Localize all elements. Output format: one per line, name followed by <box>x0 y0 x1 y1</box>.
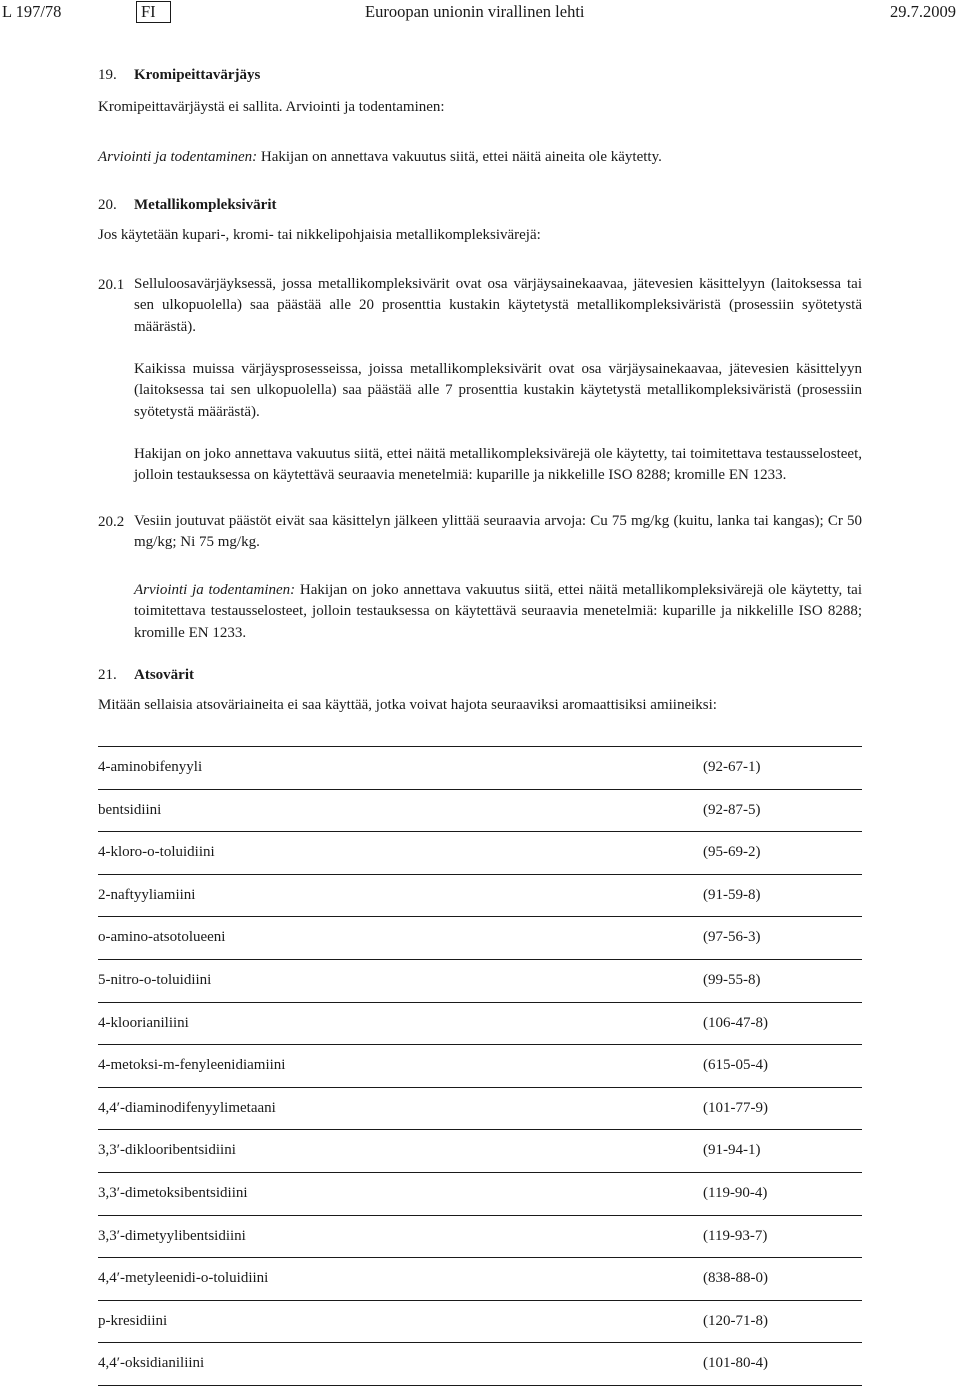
cas-number: (120-71-8) <box>703 1312 768 1329</box>
cas-number: (615-05-4) <box>703 1057 768 1074</box>
subsection-20-2-number: 20.2 <box>98 514 125 530</box>
page-reference: L 197/78 <box>2 2 62 21</box>
cas-number: (101-77-9) <box>703 1099 768 1116</box>
section-19-text: Kromipeittavärjäystä ei sallita. Arviointi ja todentaminen: <box>98 99 445 115</box>
assessment-label: Arviointi ja todentaminen: <box>134 582 296 598</box>
subsection-20-2-text: Vesiin joutuvat päästöt eivät saa käsittelyn jälkeen ylittää seuraavia arvoja: Cu 75 mg/kg (kuitu, lanka tai kangas); Cr 50 mg/kg; Ni 75 mg/kg. <box>134 513 862 551</box>
section-20-intro: Jos käytetään kupari-, kromi- tai nikkelipohjaisia metallikompleksivärejä: <box>98 227 541 243</box>
section-19-number: 19. <box>98 67 117 83</box>
amine-name: p-kresidiini <box>98 1312 168 1329</box>
section-21-intro: Mitään sellaisia atsoväriaineita ei saa käyttää, jotka voivat hajota seuraaviksi aromaattisiksi amiineiksi: <box>98 697 717 713</box>
section-20-title: Metallikompleksivärit <box>134 197 277 213</box>
page-header <box>0 2 960 26</box>
amine-name: 3,3′-diklooribentsidiini <box>98 1142 236 1159</box>
subsection-20-1-text-2: Kaikissa muissa värjäysprosesseissa, joissa metallikompleksivärit ovat osa värjäysainekaavaa, jätevesien käsittelyyn (laitoksessa tai sen ulkopuolella) saa päästää alle 7 prosenttia kustakin käytetystä metallikompleksiväristä (prosessiin syötetystä määrästä). <box>134 361 862 420</box>
publication-date: 29.7.2009 <box>890 2 956 21</box>
section-19-title: Kromipeittavärjäys <box>134 67 261 83</box>
table-row <box>98 1258 862 1301</box>
table-row <box>98 790 862 833</box>
table-row <box>98 960 862 1003</box>
cas-number: (91-59-8) <box>703 886 761 903</box>
amine-name: 4-kloorianiliini <box>98 1014 189 1031</box>
table-row <box>98 1173 862 1216</box>
table-row <box>98 1301 862 1344</box>
table-row <box>98 832 862 875</box>
amine-name: bentsidiini <box>98 801 162 818</box>
section-19-assessment <box>98 148 662 167</box>
amine-name: 3,3′-dimetyylibentsidiini <box>98 1227 246 1244</box>
amine-name: 4-kloro-o-toluidiini <box>98 844 215 861</box>
amine-name: 5-nitro-o-toluidiini <box>98 971 212 988</box>
assessment-label: Arviointi ja todentaminen: <box>98 149 258 165</box>
section-20-number: 20. <box>98 197 117 213</box>
cas-number: (119-93-7) <box>703 1227 768 1244</box>
language-badge: FI <box>136 1 171 23</box>
cas-number: (92-67-1) <box>703 759 761 775</box>
table-row <box>98 875 862 918</box>
cas-number: (97-56-3) <box>703 929 761 946</box>
table-row <box>98 1003 862 1046</box>
amine-name: 4,4′-diaminodifenyylimetaani <box>98 1099 276 1116</box>
journal-title: Euroopan unionin virallinen lehti <box>365 2 585 21</box>
amine-table <box>98 746 862 1386</box>
amine-name: 4,4′-metyleenidi-o-toluidiini <box>98 1270 269 1287</box>
amine-name: 4-metoksi-m-fenyleenidiamiini <box>98 1057 286 1074</box>
table-row <box>98 917 862 960</box>
table-row <box>98 1343 862 1386</box>
amine-name: 3,3′-dimetoksibentsidiini <box>98 1184 248 1201</box>
section-21-title: Atsovärit <box>134 667 194 683</box>
cas-number: (119-90-4) <box>703 1184 768 1201</box>
amine-name: 4-aminobifenyyli <box>98 759 203 775</box>
cas-number: (95-69-2) <box>703 844 761 861</box>
subsection-20-1-text: Selluloosavärjäyksessä, jossa metallikompleksivärit ovat osa värjäysainekaavaa, jätevesien käsittelyyn (laitoksessa tai sen ulkopuolella) saa päästää alle 20 prosenttia kustakin käytetystä metallikompleksiväristä (prosessiin syötetystä määrästä). <box>134 276 862 335</box>
table-row <box>98 1045 862 1088</box>
amine-name: 4,4′-oksidianiliini <box>98 1355 205 1372</box>
cas-number: (92-87-5) <box>703 801 761 818</box>
assessment-text: Hakijan on joko annettava vakuutus siitä, ettei näitä metallikompleksivärejä ole käytetty, tai toimitettava testausselosteet, jolloin testauksessa on käytettävä seuraavia menetelmiä: kuparille ja nikkelille ISO 8288; kromille EN 1233. <box>134 582 862 641</box>
cas-number: (101-80-4) <box>703 1355 768 1372</box>
amine-name: o-amino-atsotolueeni <box>98 929 226 946</box>
cas-number: (838-88-0) <box>703 1270 768 1287</box>
cas-number: (106-47-8) <box>703 1014 768 1031</box>
subsection-20-1-text-3: Hakijan on joko annettava vakuutus siitä, ettei näitä metallikompleksivärejä ole käytetty, tai toimitettava testausselosteet, jolloin testauksessa on käytettävä seuraavia menetelmiä: kuparille ja nikkelille ISO 8288; kromille EN 1233. <box>134 446 862 484</box>
table-row <box>98 1130 862 1173</box>
table-row <box>98 1088 862 1131</box>
amine-name: 2-naftyyliamiini <box>98 886 196 903</box>
cas-number: (99-55-8) <box>703 971 761 988</box>
assessment-text: Hakijan on annettava vakuutus siitä, ettei näitä aineita ole käytetty. <box>257 149 662 165</box>
table-row <box>98 747 862 790</box>
subsection-20-1-number: 20.1 <box>98 277 125 293</box>
cas-number: (91-94-1) <box>703 1142 761 1159</box>
table-row <box>98 1216 862 1259</box>
section-21-number: 21. <box>98 667 117 683</box>
section-20-assessment <box>134 580 862 644</box>
